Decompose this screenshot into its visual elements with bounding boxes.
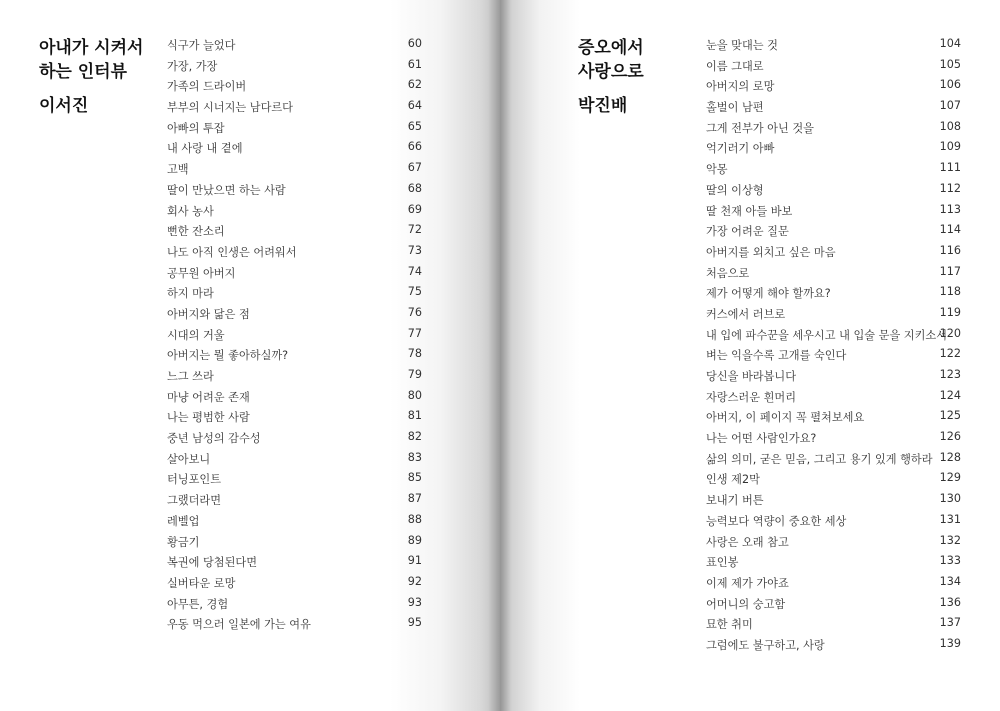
- toc-entry-page-number: 77: [407, 326, 422, 340]
- toc-entry-page-number: 125: [939, 409, 961, 423]
- toc-entry-title: 내 사랑 내 곁에: [167, 142, 243, 156]
- toc-entry: [167, 554, 422, 575]
- toc-entry-page-number: 137: [939, 616, 961, 630]
- toc-entry: [167, 37, 422, 58]
- toc-entry-title: 자랑스러운 흰머리: [706, 390, 797, 404]
- toc-entry-page-number: 132: [939, 533, 961, 547]
- toc-entry-title: 아버지, 이 페이지 꼭 펼쳐보세요: [706, 411, 865, 425]
- toc-entry: [706, 492, 961, 513]
- toc-entry-title: 커스에서 러브로: [706, 307, 786, 321]
- toc-entry: [167, 534, 422, 555]
- toc-entry-title: 하지 마라: [167, 287, 214, 301]
- toc-entry: [706, 347, 961, 368]
- toc-entry-title: 마냥 어려운 존재: [167, 390, 250, 404]
- toc-entry-title: 이제 제가 가야죠: [706, 576, 789, 590]
- toc-entry-title: 눈을 맞대는 것: [706, 39, 778, 52]
- toc-entry: [706, 223, 961, 244]
- toc-entry-title: 가족의 드라이버: [167, 80, 247, 94]
- toc-entry-title: 이름 그대로: [706, 59, 764, 73]
- toc-entry-title: 시대의 거울: [167, 328, 225, 342]
- toc-entry: [167, 616, 422, 637]
- toc-entry: [167, 58, 422, 79]
- toc-entry-title: 묘한 취미: [706, 618, 753, 632]
- toc-entry: [706, 285, 961, 306]
- toc-entry: [706, 430, 961, 451]
- toc-entry-page-number: 89: [407, 533, 422, 547]
- toc-entry-page-number: 87: [407, 492, 422, 506]
- toc-entry-title: 홀벌이 남편: [706, 101, 764, 115]
- toc-entry-page-number: 119: [939, 305, 961, 319]
- toc-entry-page-number: 126: [939, 430, 961, 444]
- toc-entry-page-number: 92: [407, 574, 422, 588]
- toc-entry-title: 중년 남성의 감수성: [167, 432, 261, 446]
- toc-entry-title: 아빠의 투잡: [167, 121, 225, 135]
- toc-entry-page-number: 66: [407, 140, 422, 154]
- toc-entry-page-number: 112: [939, 181, 961, 195]
- toc-entry-title: 아버지의 로망: [706, 80, 775, 94]
- toc-entry: [706, 471, 961, 492]
- toc-entry-page-number: 88: [407, 512, 422, 526]
- toc-entry-title: 내 입에 파수꾼을 세우시고 내 입술 문을 지키소서: [706, 328, 948, 342]
- toc-entry-page-number: 85: [407, 471, 422, 485]
- toc-entry-title: 그게 전부가 아닌 것을: [706, 121, 814, 135]
- toc-entry-page-number: 76: [407, 305, 422, 319]
- toc-entry: [167, 265, 422, 286]
- toc-entry: [706, 409, 961, 430]
- toc-entry-title: 아버지를 외치고 싶은 마음: [706, 245, 836, 259]
- toc-entry-page-number: 123: [939, 368, 961, 381]
- toc-entry-title: 억기러기 아빠: [706, 142, 775, 156]
- right-section-author: 박진배: [578, 96, 628, 116]
- right-toc-list: [706, 37, 961, 658]
- toc-entry-title: 우동 먹으러 일본에 가는 여유: [167, 618, 311, 632]
- toc-entry-page-number: 108: [939, 119, 961, 133]
- toc-entry-page-number: 67: [407, 161, 422, 175]
- toc-entry-page-number: 113: [939, 202, 961, 216]
- toc-entry: [706, 265, 961, 286]
- toc-entry-page-number: 75: [407, 285, 422, 299]
- toc-entry-title: 부부의 시너지는 남다르다: [167, 101, 293, 115]
- book-gutter: [488, 0, 512, 711]
- toc-entry-page-number: 130: [939, 492, 961, 506]
- toc-entry-page-number: 116: [939, 243, 961, 257]
- toc-entry: [167, 409, 422, 430]
- toc-entry-page-number: 68: [407, 181, 422, 195]
- toc-entry: [167, 285, 422, 306]
- toc-entry: [167, 203, 422, 224]
- toc-entry-title: 느그 쓰라: [167, 370, 214, 383]
- toc-entry-title: 아버지는 뭘 좋아하실까?: [167, 349, 289, 363]
- toc-entry-title: 식구가 늘었다: [167, 39, 236, 52]
- toc-entry: [706, 203, 961, 224]
- toc-entry: [706, 389, 961, 410]
- toc-entry: [706, 161, 961, 182]
- toc-entry: [167, 575, 422, 596]
- toc-entry-page-number: 73: [407, 243, 422, 257]
- toc-entry-title: 딸의 이상형: [706, 183, 764, 197]
- toc-entry-page-number: 107: [939, 99, 961, 113]
- toc-entry-title: 딸 천재 아들 바보: [706, 204, 793, 218]
- right-section-heading: [578, 36, 644, 118]
- toc-entry: [167, 223, 422, 244]
- toc-entry: [167, 182, 422, 203]
- toc-entry-page-number: 124: [939, 388, 961, 402]
- toc-entry-page-number: 78: [407, 347, 422, 361]
- toc-entry: [706, 368, 961, 389]
- toc-entry: [706, 451, 961, 472]
- toc-entry: [167, 451, 422, 472]
- left-section-author: 이서진: [39, 96, 89, 116]
- toc-entry: [167, 471, 422, 492]
- right-section-title-line2: 사랑으로: [578, 62, 644, 82]
- toc-entry: [167, 389, 422, 410]
- toc-entry: [167, 368, 422, 389]
- toc-entry-page-number: 81: [407, 409, 422, 423]
- toc-entry: [706, 182, 961, 203]
- toc-entry: [706, 554, 961, 575]
- toc-entry-page-number: 65: [407, 119, 422, 133]
- toc-entry: [706, 575, 961, 596]
- toc-entry-title: 레벨업: [167, 514, 200, 528]
- toc-entry-page-number: 118: [939, 285, 961, 299]
- toc-entry-title: 나는 어떤 사람인가요?: [706, 432, 817, 446]
- toc-entry: [167, 327, 422, 348]
- toc-entry: [706, 513, 961, 534]
- toc-entry-title: 복권에 당첨된다면: [167, 556, 258, 570]
- toc-entry-page-number: 61: [407, 57, 422, 71]
- right-section-title-line1: 증오에서: [578, 38, 644, 58]
- toc-entry: [167, 244, 422, 265]
- toc-entry: [167, 78, 422, 99]
- toc-entry-title: 실버타운 로망: [167, 576, 236, 590]
- toc-entry: [706, 534, 961, 555]
- toc-entry-title: 황금기: [167, 535, 200, 549]
- toc-entry: [706, 244, 961, 265]
- toc-entry: [706, 78, 961, 99]
- toc-entry: [167, 596, 422, 617]
- toc-entry-page-number: 64: [407, 99, 422, 113]
- toc-entry-page-number: 83: [407, 450, 422, 464]
- toc-entry: [706, 616, 961, 637]
- toc-entry-title: 벼는 익을수록 고개를 숙인다: [706, 349, 847, 363]
- toc-entry: [167, 99, 422, 120]
- toc-entry: [167, 430, 422, 451]
- toc-entry-title: 능력보다 역량이 중요한 세상: [706, 514, 847, 528]
- toc-entry-title: 나도 아직 인생은 어려워서: [167, 245, 297, 259]
- toc-entry-title: 그랬더라면: [167, 494, 222, 508]
- toc-entry: [706, 637, 961, 658]
- toc-entry-page-number: 62: [407, 78, 422, 92]
- toc-entry-title: 아무튼, 경험: [167, 597, 229, 611]
- toc-entry: [706, 327, 961, 348]
- toc-entry-title: 처음으로: [706, 266, 750, 280]
- toc-entry-title: 터닝포인트: [167, 473, 222, 487]
- toc-entry-page-number: 129: [939, 471, 961, 485]
- toc-entry-title: 어머니의 숭고함: [706, 597, 786, 611]
- toc-entry-page-number: 120: [939, 326, 961, 340]
- toc-entry: [167, 306, 422, 327]
- toc-entry-page-number: 106: [939, 78, 961, 92]
- toc-entry-page-number: 122: [939, 347, 961, 361]
- toc-entry-title: 사랑은 오래 참고: [706, 535, 789, 549]
- toc-entry-page-number: 104: [939, 37, 961, 50]
- toc-entry-title: 고백: [167, 163, 189, 177]
- toc-entry-title: 당신을 바라봅니다: [706, 370, 797, 383]
- toc-entry-page-number: 95: [407, 616, 422, 630]
- toc-entry-page-number: 131: [939, 512, 961, 526]
- toc-entry-page-number: 105: [939, 57, 961, 71]
- left-section-heading: [39, 36, 143, 118]
- toc-entry: [706, 58, 961, 79]
- toc-entry: [706, 99, 961, 120]
- toc-entry-page-number: 91: [407, 554, 422, 568]
- toc-entry-title: 보내기 버튼: [706, 494, 764, 508]
- toc-entry: [706, 120, 961, 141]
- toc-entry-title: 그럼에도 불구하고, 사랑: [706, 638, 825, 652]
- toc-entry: [167, 161, 422, 182]
- toc-entry-page-number: 114: [939, 223, 961, 237]
- toc-entry: [167, 140, 422, 161]
- toc-entry-page-number: 93: [407, 595, 422, 609]
- left-section-title-line1: 아내가 시켜서: [39, 38, 144, 58]
- toc-entry-title: 가장 어려운 질문: [706, 225, 789, 239]
- toc-entry-title: 나는 평범한 사람: [167, 411, 250, 425]
- toc-entry-page-number: 136: [939, 595, 961, 609]
- toc-entry-page-number: 134: [939, 574, 961, 588]
- toc-entry-title: 가장, 가장: [167, 59, 218, 73]
- toc-entry: [167, 120, 422, 141]
- left-toc-list: [167, 37, 422, 637]
- toc-entry-page-number: 60: [407, 37, 422, 50]
- toc-entry-page-number: 109: [939, 140, 961, 154]
- toc-entry-title: 표인봉: [706, 556, 739, 570]
- toc-entry-page-number: 72: [407, 223, 422, 237]
- toc-entry: [706, 37, 961, 58]
- toc-entry-title: 뻔한 잔소리: [167, 225, 225, 239]
- toc-entry: [167, 492, 422, 513]
- toc-entry-page-number: 80: [407, 388, 422, 402]
- toc-entry: [706, 140, 961, 161]
- toc-entry-title: 살아보니: [167, 452, 211, 466]
- toc-entry-page-number: 139: [939, 636, 961, 650]
- toc-entry-title: 제가 어떻게 해야 할까요?: [706, 287, 831, 301]
- toc-entry-page-number: 117: [939, 264, 961, 278]
- toc-entry: [167, 513, 422, 534]
- toc-entry-page-number: 79: [407, 368, 422, 381]
- toc-entry-page-number: 111: [939, 161, 961, 175]
- toc-entry-page-number: 133: [939, 554, 961, 568]
- toc-entry: [167, 347, 422, 368]
- toc-entry: [706, 306, 961, 327]
- toc-entry-title: 아버지와 닮은 점: [167, 307, 250, 321]
- toc-entry-title: 딸이 만났으면 하는 사람: [167, 183, 286, 197]
- toc-entry-title: 공무원 아버지: [167, 266, 236, 280]
- toc-entry-page-number: 69: [407, 202, 422, 216]
- toc-entry-page-number: 128: [939, 450, 961, 464]
- left-section-title-line2: 하는 인터뷰: [39, 62, 128, 82]
- toc-entry-page-number: 74: [407, 264, 422, 278]
- toc-entry: [706, 596, 961, 617]
- toc-entry-title: 삶의 의미, 굳은 믿음, 그리고 용기 있게 행하라: [706, 452, 933, 466]
- toc-entry-page-number: 82: [407, 430, 422, 444]
- toc-entry-title: 인생 제2막: [706, 473, 760, 487]
- toc-entry-title: 악몽: [706, 163, 728, 177]
- toc-entry-title: 회사 농사: [167, 204, 214, 218]
